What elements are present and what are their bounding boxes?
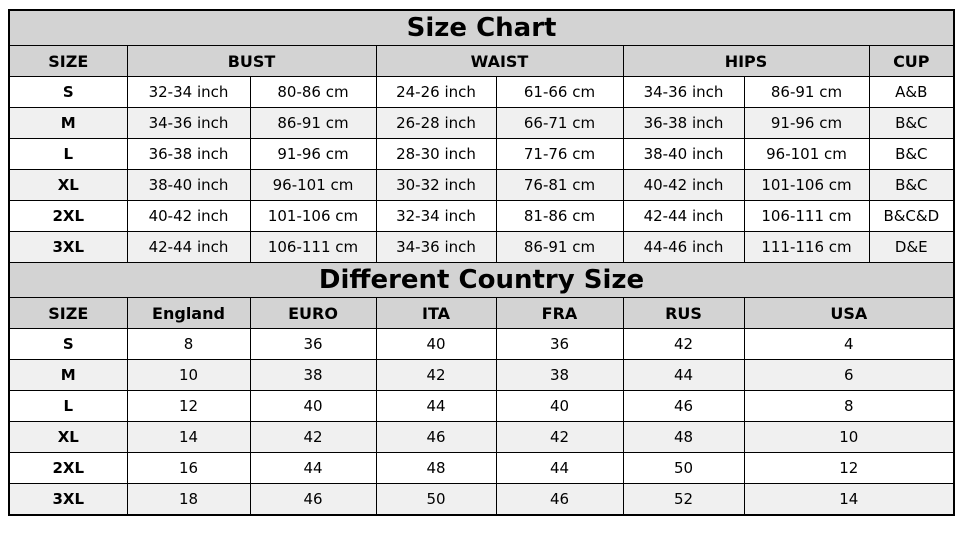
size-label: 2XL [9, 201, 127, 232]
table-cell: 106-111 cm [744, 201, 869, 232]
table-cell: 61-66 cm [496, 77, 623, 108]
table-cell: 14 [744, 484, 954, 516]
table-cell: 40-42 inch [127, 201, 250, 232]
table-cell: 34-36 inch [376, 232, 496, 263]
table-cell: 76-81 cm [496, 170, 623, 201]
size-label: L [9, 139, 127, 170]
table-cell: 42 [376, 360, 496, 391]
table-cell: B&C [869, 170, 954, 201]
table-cell: 30-32 inch [376, 170, 496, 201]
table-cell: 10 [127, 360, 250, 391]
table-cell: 6 [744, 360, 954, 391]
table-cell: 111-116 cm [744, 232, 869, 263]
size-label: S [9, 77, 127, 108]
table-cell: 86-91 cm [250, 108, 376, 139]
table-cell: 91-96 cm [250, 139, 376, 170]
table-cell: B&C&D [869, 201, 954, 232]
size-label: L [9, 391, 127, 422]
table-cell: 48 [376, 453, 496, 484]
table-cell: 34-36 inch [623, 77, 744, 108]
table-cell: A&B [869, 77, 954, 108]
column-header-ita: ITA [376, 298, 496, 329]
table-cell: 40 [250, 391, 376, 422]
table-cell: 32-34 inch [127, 77, 250, 108]
table-cell: 44 [623, 360, 744, 391]
section-title: Different Country Size [9, 263, 954, 298]
table-cell: 40-42 inch [623, 170, 744, 201]
table-cell: 44-46 inch [623, 232, 744, 263]
table-cell: 46 [250, 484, 376, 516]
table-cell: 46 [623, 391, 744, 422]
table-cell: 16 [127, 453, 250, 484]
table-cell: 42 [250, 422, 376, 453]
table-row-3xl [9, 232, 954, 263]
table-cell: 96-101 cm [744, 139, 869, 170]
table-row-l [9, 391, 954, 422]
table-cell: 81-86 cm [496, 201, 623, 232]
table-cell: B&C [869, 108, 954, 139]
size-label: 3XL [9, 484, 127, 516]
table-cell: 36-38 inch [623, 108, 744, 139]
table-cell: 14 [127, 422, 250, 453]
table-cell: 42-44 inch [127, 232, 250, 263]
column-header-cup: CUP [869, 46, 954, 77]
table-cell: 36 [496, 329, 623, 360]
table-cell: 40 [496, 391, 623, 422]
table-cell: 66-71 cm [496, 108, 623, 139]
table-row-m [9, 108, 954, 139]
table-cell: 38 [496, 360, 623, 391]
table-cell: 101-106 cm [250, 201, 376, 232]
table-cell: 28-30 inch [376, 139, 496, 170]
table-row-s [9, 77, 954, 108]
table-cell: 46 [376, 422, 496, 453]
column-header-usa: USA [744, 298, 954, 329]
table-cell: 38 [250, 360, 376, 391]
table-cell: 34-36 inch [127, 108, 250, 139]
table-row-2xl [9, 453, 954, 484]
column-header-waist: WAIST [376, 46, 623, 77]
table-cell: 36 [250, 329, 376, 360]
table-cell: 50 [376, 484, 496, 516]
table-cell: D&E [869, 232, 954, 263]
column-header-euro: EURO [250, 298, 376, 329]
size-chart-table [8, 9, 955, 516]
column-header-rus: RUS [623, 298, 744, 329]
table-cell: 52 [623, 484, 744, 516]
table-cell: 24-26 inch [376, 77, 496, 108]
size-label: S [9, 329, 127, 360]
table-cell: 18 [127, 484, 250, 516]
column-header-bust: BUST [127, 46, 376, 77]
table-cell: 48 [623, 422, 744, 453]
table-cell: 91-96 cm [744, 108, 869, 139]
table-cell: 8 [127, 329, 250, 360]
table-row-l [9, 139, 954, 170]
table-cell: 32-34 inch [376, 201, 496, 232]
section-header-row-1 [9, 298, 954, 329]
table-cell: 80-86 cm [250, 77, 376, 108]
table-row-m [9, 360, 954, 391]
table-cell: 40 [376, 329, 496, 360]
section-header-row-0 [9, 46, 954, 77]
table-cell: 50 [623, 453, 744, 484]
table-cell: 44 [250, 453, 376, 484]
table-row-xl [9, 422, 954, 453]
table-cell: 42 [496, 422, 623, 453]
size-label: M [9, 108, 127, 139]
table-cell: 12 [127, 391, 250, 422]
table-cell: 96-101 cm [250, 170, 376, 201]
size-label: 3XL [9, 232, 127, 263]
table-cell: 38-40 inch [127, 170, 250, 201]
table-cell: 36-38 inch [127, 139, 250, 170]
section-title-row-1 [9, 263, 954, 298]
table-cell: 106-111 cm [250, 232, 376, 263]
table-row-3xl [9, 484, 954, 516]
table-row-2xl [9, 201, 954, 232]
table-cell: 10 [744, 422, 954, 453]
size-label: M [9, 360, 127, 391]
table-cell: B&C [869, 139, 954, 170]
table-cell: 42 [623, 329, 744, 360]
size-label: XL [9, 170, 127, 201]
column-header-size: SIZE [9, 46, 127, 77]
table-cell: 8 [744, 391, 954, 422]
column-header-hips: HIPS [623, 46, 869, 77]
table-cell: 44 [496, 453, 623, 484]
table-cell: 12 [744, 453, 954, 484]
table-cell: 38-40 inch [623, 139, 744, 170]
section-title-row-0 [9, 10, 954, 46]
table-cell: 26-28 inch [376, 108, 496, 139]
table-cell: 71-76 cm [496, 139, 623, 170]
column-header-england: England [127, 298, 250, 329]
table-cell: 4 [744, 329, 954, 360]
size-label: 2XL [9, 453, 127, 484]
size-label: XL [9, 422, 127, 453]
column-header-size: SIZE [9, 298, 127, 329]
table-row-s [9, 329, 954, 360]
table-row-xl [9, 170, 954, 201]
table-cell: 86-91 cm [744, 77, 869, 108]
column-header-fra: FRA [496, 298, 623, 329]
section-title: Size Chart [9, 10, 954, 46]
table-cell: 46 [496, 484, 623, 516]
table-cell: 42-44 inch [623, 201, 744, 232]
table-cell: 44 [376, 391, 496, 422]
table-cell: 86-91 cm [496, 232, 623, 263]
table-cell: 101-106 cm [744, 170, 869, 201]
